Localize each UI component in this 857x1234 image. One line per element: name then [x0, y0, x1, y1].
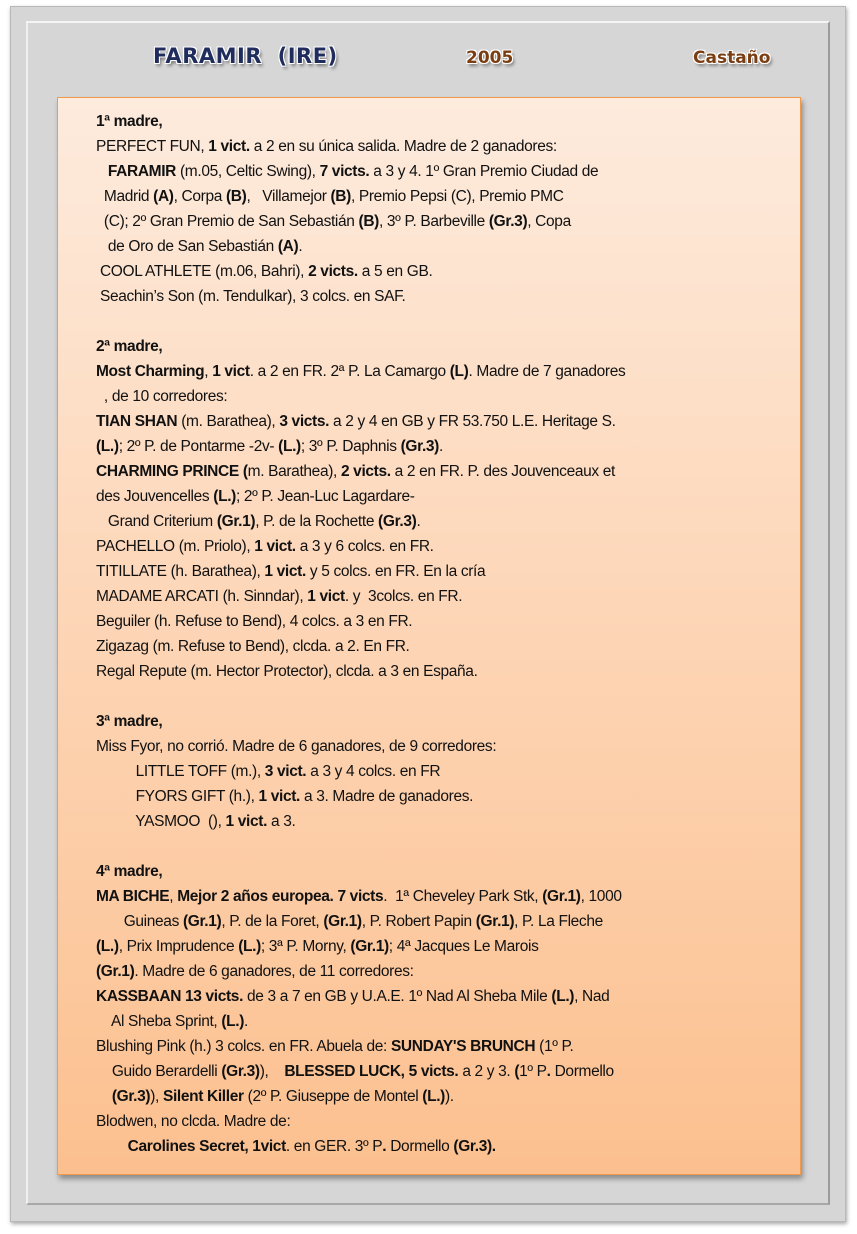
- section-title: [96, 709, 796, 734]
- text: y 5 colcs. en FR. En la cría: [305, 563, 486, 580]
- bold-text: (B): [358, 213, 379, 230]
- text: .: [439, 438, 443, 455]
- pedigree-line: [96, 659, 796, 684]
- pedigree-line: [96, 959, 796, 984]
- text: (C); 2º Gran Premio de San Sebastián: [96, 213, 359, 230]
- text: Madrid: [96, 188, 154, 205]
- bold-text: (Gr.3).: [453, 1138, 496, 1155]
- bold-text: 3 victs.: [279, 413, 330, 430]
- bold-text: .: [546, 1063, 551, 1080]
- pedigree-line: [96, 634, 796, 659]
- bold-text: (L.): [278, 438, 301, 455]
- text: ; 3ª P. Morny,: [260, 938, 351, 955]
- text: (2º P. Giuseppe de Montel: [243, 1088, 423, 1105]
- text: [96, 1138, 128, 1155]
- pedigree-line: [96, 584, 796, 609]
- bold-text: (L.): [238, 938, 261, 955]
- text: , P. La Fleche: [514, 913, 603, 930]
- text: Zigazag (m. Refuse to Bend), clcda. a 2. En FR.: [96, 638, 410, 655]
- text: PACHELLO (m. Priolo),: [96, 538, 255, 555]
- text: Beguiler (h. Refuse to Bend), 4 colcs. a 3 en FR.: [96, 613, 413, 630]
- text: m. Barathea),: [247, 463, 341, 480]
- bold-text: 3 vict.: [264, 763, 307, 780]
- text: TITILLATE (h. Barathea),: [96, 563, 265, 580]
- text: Guido Berardelli: [96, 1063, 222, 1080]
- pedigree-line: [96, 259, 796, 284]
- bold-text: (Gr.1): [182, 913, 222, 930]
- section-title: [96, 334, 796, 359]
- section-title-text: 4ª madre,: [96, 863, 163, 880]
- text: 1º P: [519, 1063, 547, 1080]
- text: ),: [259, 1063, 285, 1080]
- text: , Corpa: [173, 188, 226, 205]
- bold-text: BLESSED LUCK, 5 victs.: [284, 1063, 459, 1080]
- text: , Nad: [574, 988, 610, 1005]
- text: a 3 y 4 colcs. en FR: [306, 763, 441, 780]
- pedigree-line: [96, 234, 796, 259]
- text: Dormello: [386, 1138, 454, 1155]
- pedigree-line: [96, 1109, 796, 1134]
- pedigree-line: [96, 884, 796, 909]
- bold-text: 1 vict.: [264, 563, 306, 580]
- bold-text: (Gr.1): [350, 938, 389, 955]
- bold-text: (Gr.1): [323, 913, 362, 930]
- section-title: [96, 859, 796, 884]
- text: des Jouvencelles: [96, 488, 214, 505]
- pedigree-line: [96, 934, 796, 959]
- pedigree-line: [96, 909, 796, 934]
- text: a 2 y 3.: [458, 1063, 515, 1080]
- bold-text: Most Charming: [96, 363, 205, 380]
- text: . Madre de 7 ganadores: [468, 363, 626, 380]
- text: ,: [169, 888, 178, 905]
- pedigree-line: [96, 134, 796, 159]
- text: , Premio Pepsi (C), Premio PMC: [350, 188, 564, 205]
- text: . Madre de 6 ganadores, de 11 corredores:: [134, 963, 414, 980]
- pedigree-line: [96, 434, 796, 459]
- bold-text: (B): [330, 188, 351, 205]
- text: .: [416, 513, 421, 530]
- bold-text: 2 victs.: [340, 463, 391, 480]
- bold-text: 1 vict.: [208, 138, 250, 155]
- text: ; 3º P. Daphnis: [300, 438, 401, 455]
- bold-text: (B): [225, 188, 247, 205]
- text: a 3 y 4. 1º Gran Premio Ciudad de: [369, 163, 599, 180]
- bold-text: MA BICHE: [96, 888, 170, 905]
- text: a 2 en su única salida. Madre de 2 ganadores:: [249, 138, 557, 155]
- section-spacer: [96, 684, 796, 709]
- bold-text: 1 vict: [307, 588, 345, 605]
- bold-text: (Gr.3): [488, 213, 528, 230]
- section-title-text: 3ª madre,: [96, 713, 163, 730]
- pedigree-line: [96, 209, 796, 234]
- bold-text: 1 vict.: [258, 788, 301, 805]
- text: Blodwen, no clcda. Madre de:: [96, 1113, 291, 1130]
- pedigree-line: [96, 1059, 796, 1084]
- pedigree-line: [96, 1134, 796, 1159]
- pedigree-line: [96, 159, 796, 184]
- section-spacer: [96, 834, 796, 859]
- bold-text: (L.): [96, 438, 119, 455]
- text: , Copa: [527, 213, 571, 230]
- bold-text: 7 victs.: [319, 163, 370, 180]
- text: Seachin’s Son (m. Tendulkar), 3 colcs. en SAF.: [96, 288, 406, 305]
- pedigree-line: [96, 384, 796, 409]
- coat-color: Castaño: [693, 48, 771, 68]
- text: Al Sheba Sprint,: [96, 1013, 222, 1030]
- pedigree-line: [96, 984, 796, 1009]
- text: Grand Criterium: [96, 513, 217, 530]
- text: Guineas: [96, 913, 183, 930]
- section-title-text: 2ª madre,: [96, 338, 163, 355]
- bold-text: FARAMIR: [107, 163, 177, 180]
- bold-text: 1 vict.: [254, 538, 296, 555]
- pedigree-line: [96, 559, 796, 584]
- text: a 5 en GB.: [357, 263, 433, 280]
- bold-text: 1 vict.: [225, 813, 268, 830]
- bold-text: (L.): [422, 1088, 445, 1105]
- pedigree-line: [96, 784, 796, 809]
- pedigree-line: [96, 184, 796, 209]
- text: .: [298, 238, 303, 255]
- text: , Villamejor: [246, 188, 331, 205]
- text: . en GER. 3º P: [285, 1138, 383, 1155]
- text: Regal Repute (m. Hector Protector), clcda. a 3 en España.: [96, 663, 478, 680]
- bold-text: (Gr.1): [542, 888, 581, 905]
- pedigree-line: [96, 1009, 796, 1034]
- bold-text: (Gr.3): [400, 438, 439, 455]
- text: , P. de la Foret,: [221, 913, 324, 930]
- text: de Oro de San Sebastián: [96, 238, 278, 255]
- text: a 3 y 6 colcs. en FR.: [295, 538, 434, 555]
- pedigree-line: [96, 534, 796, 559]
- text: Dormello: [550, 1063, 614, 1080]
- bold-text: (Gr.1): [96, 963, 135, 980]
- text: COOL ATHLETE (m.06, Bahri),: [96, 263, 309, 280]
- text: [96, 1088, 112, 1105]
- pedigree-content: [96, 109, 796, 1159]
- pedigree-line: [96, 359, 796, 384]
- bold-text: 2 victs.: [308, 263, 358, 280]
- bold-text: Carolines Secret, 1vict: [127, 1138, 286, 1155]
- pedigree-line: [96, 409, 796, 434]
- text: Miss Fyor, no corrió. Madre de 6 ganadores, de 9 corredores:: [96, 738, 497, 755]
- text: , P. Robert Papin: [361, 913, 476, 930]
- bold-text: TIAN SHAN: [96, 413, 178, 430]
- pedigree-line: [96, 484, 796, 509]
- bold-text: 1 vict: [212, 363, 250, 380]
- text: ).: [444, 1088, 454, 1105]
- bold-text: (L.): [221, 1013, 245, 1030]
- text: a 2 en FR. P. des Jouvenceaux et: [390, 463, 615, 480]
- pedigree-line: [96, 1084, 796, 1109]
- birth-year: 2005: [466, 48, 514, 68]
- bold-text: (L.): [96, 938, 119, 955]
- bold-text: Silent Killer: [162, 1088, 244, 1105]
- text: ; 2º P. de Pontarme -2v-: [118, 438, 279, 455]
- bold-text: (L.): [551, 988, 575, 1005]
- text: .: [244, 1013, 249, 1030]
- text: , P. de la Rochette: [255, 513, 379, 530]
- text: a 3.: [267, 813, 296, 830]
- text: . y 3colcs. en FR.: [344, 588, 463, 605]
- pedigree-line: [96, 1034, 796, 1059]
- pedigree-card: [57, 97, 801, 1175]
- section-title: [96, 109, 796, 134]
- bold-text: CHARMING PRINCE (: [96, 463, 248, 480]
- bold-text: (Gr.3): [221, 1063, 260, 1080]
- text: a 3. Madre de ganadores.: [300, 788, 474, 805]
- text: ; 2º P. Jean-Luc Lagardare-: [235, 488, 415, 505]
- section-spacer: [96, 309, 796, 334]
- text: , de 10 corredores:: [96, 388, 228, 405]
- pedigree-line: [96, 459, 796, 484]
- section-title-text: 1ª madre,: [96, 113, 163, 130]
- text: (1º P.: [535, 1038, 574, 1055]
- text: , Prix Imprudence: [118, 938, 239, 955]
- bold-text: (Gr.3): [111, 1088, 151, 1105]
- text: LITTLE TOFF (m.),: [96, 763, 265, 780]
- pedigree-line: [96, 809, 796, 834]
- text: YASMOO (),: [96, 813, 226, 830]
- text: de 3 a 7 en GB y U.A.E. 1º Nad Al Sheba Mile: [243, 988, 552, 1005]
- text: , 1000: [580, 888, 622, 905]
- pedigree-line: [96, 734, 796, 759]
- bold-text: (Gr.3): [378, 513, 417, 530]
- text: ),: [150, 1088, 163, 1105]
- text: FYORS GIFT (h.),: [96, 788, 259, 805]
- bold-text: (L): [449, 363, 469, 380]
- pedigree-line: [96, 609, 796, 634]
- text: ; 4ª Jacques Le Marois: [388, 938, 539, 955]
- text: PERFECT FUN,: [96, 138, 209, 155]
- bold-text: SUNDAY'S BRUNCH: [390, 1038, 536, 1055]
- bold-text: KASSBAAN 13 victs.: [96, 988, 244, 1005]
- text: a 2 y 4 en GB y FR 53.750 L.E. Heritage S.: [329, 413, 616, 430]
- bold-text: (L.): [213, 488, 236, 505]
- text: MADAME ARCATI (h. Sinndar),: [96, 588, 308, 605]
- horse-name: FARAMIR (IRE): [153, 44, 338, 68]
- text: (m.05, Celtic Swing),: [176, 163, 320, 180]
- bold-text: (Gr.1): [475, 913, 515, 930]
- pedigree-line: [96, 284, 796, 309]
- bold-text: (A): [277, 238, 299, 255]
- text: . a 2 en FR. 2ª P. La Camargo: [249, 363, 450, 380]
- text: Blushing Pink (h.) 3 colcs. en FR. Abuela de:: [96, 1038, 391, 1055]
- pedigree-line: [96, 759, 796, 784]
- pedigree-line: [96, 509, 796, 534]
- bold-text: .: [382, 1138, 387, 1155]
- bold-text: (: [514, 1063, 520, 1080]
- text: , 3º P. Barbeville: [379, 213, 489, 230]
- text: ,: [204, 363, 213, 380]
- text: (m. Barathea),: [177, 413, 280, 430]
- text: [96, 163, 108, 180]
- text: . 1ª Cheveley Park Stk,: [383, 888, 543, 905]
- bold-text: (Gr.1): [216, 513, 256, 530]
- bold-text: Mejor 2 años europea. 7 victs: [177, 888, 384, 905]
- bold-text: (A): [153, 188, 174, 205]
